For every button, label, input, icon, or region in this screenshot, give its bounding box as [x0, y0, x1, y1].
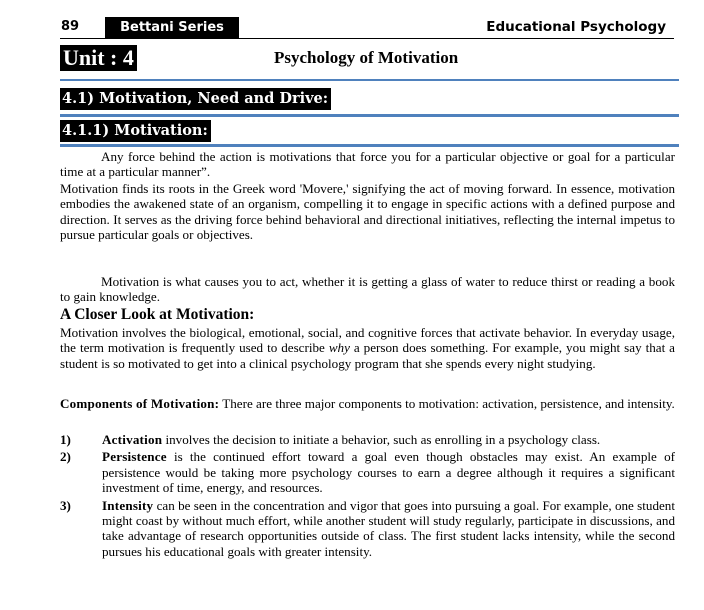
list-text: can be seen in the concentration and vigor that goes into pursuing a goal. For example, one student might coast by without much effort, while another student will study regularly, participate in discussions, and take advantage of research opportunities outside of class. The first student lacks intensity, while the second pursues his educational goals with greater intensity.	[102, 497, 675, 559]
emphasis-word: why	[328, 340, 350, 356]
list-term: Persistence	[102, 449, 167, 465]
section-rule	[60, 144, 679, 147]
unit-rule	[60, 79, 679, 81]
page-number: 89	[61, 19, 80, 34]
list-text: is the continued effort toward a goal even though obstacles may exist. An example of persistence would be taking more psychology courses to earn a degree although it requires a significant investment of time, energy, and resources.	[102, 449, 675, 496]
subheading-closer-look: A Closer Look at Motivation:	[60, 306, 255, 323]
paragraph-etymology	[60, 181, 675, 243]
section-rule	[60, 114, 679, 117]
text-run: a person does something. For example, you might say that a student is so motivated to get into a clinical psychology program that she spends every night studying.	[60, 340, 675, 371]
section-heading-4-1: 4.1) Motivation, Need and Drive:	[60, 88, 331, 110]
series-label: Bettani Series	[106, 17, 238, 38]
book-title: Educational Psychology	[486, 19, 666, 35]
list-item	[60, 432, 675, 447]
paragraph-components	[60, 396, 675, 411]
list-term: Intensity	[102, 497, 154, 513]
components-label: Components of Motivation:	[60, 396, 220, 411]
unit-label: Unit : 4	[60, 45, 137, 71]
running-header	[60, 17, 674, 39]
paragraph-text: Any force behind the action is motivations that force you for a particular objective or goal for a particular time at a particular manner”.	[60, 149, 675, 180]
list-item	[60, 449, 675, 495]
paragraph-example	[60, 274, 675, 305]
list-text: involves the decision to initiate a behavior, such as enrolling in a psychology class.	[162, 432, 601, 447]
text-run: There are three major components to motivation: activation, persistence, and intensity.	[219, 396, 675, 411]
list-number: 3)	[60, 497, 71, 513]
paragraph-text: Motivation finds its roots in the Greek word 'Movere,' signifying the act of moving forward. In essence, motivation embodies the awakened state of an organism, compelling it to engage in specific actions with a defined purpose and direction. It serves as the driving force behind behavioral and directional initiatives, reflecting the internal impetus to pursue particular goals or objectives.	[60, 181, 675, 243]
header-divider	[238, 17, 239, 38]
components-list	[60, 432, 675, 561]
list-item	[60, 498, 675, 560]
paragraph-text: Motivation is what causes you to act, whether it is getting a glass of water to reduce thirst or reading a book to gain knowledge.	[60, 274, 675, 305]
section-heading-4-1-1: 4.1.1) Motivation:	[60, 120, 211, 142]
paragraph-definition	[60, 149, 675, 180]
list-number: 2)	[60, 449, 71, 465]
list-number: 1)	[60, 432, 71, 447]
unit-title: Psychology of Motivation	[274, 48, 459, 67]
paragraph-text	[60, 325, 675, 371]
text-run: Motivation involves the biological, emotional, social, and cognitive forces that activate behavior. In everyday usage, the term motivation is frequently used to describe	[60, 325, 675, 356]
list-term: Activation	[102, 432, 163, 447]
paragraph-text	[60, 396, 675, 411]
paragraph-closer-look	[60, 325, 675, 371]
